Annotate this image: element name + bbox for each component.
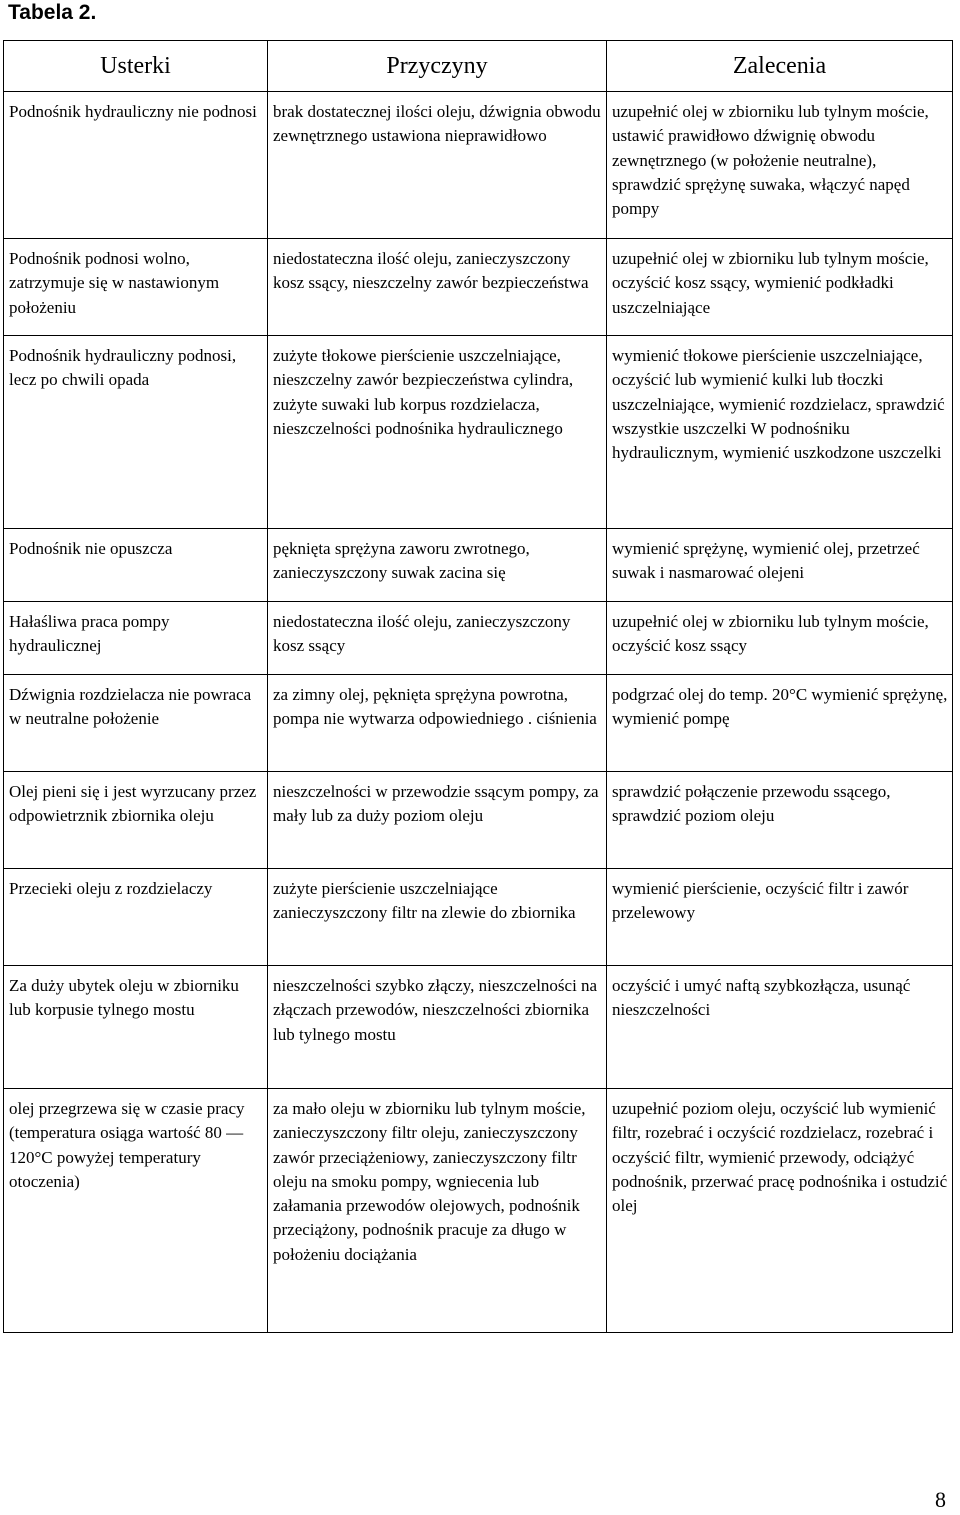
defect-cell: Podnośnik hydrauliczny podnosi, lecz po chwili opada: [4, 336, 268, 529]
defect-cell: Hałaśliwa praca pompy hydraulicznej: [4, 602, 268, 675]
table-row: [4, 772, 953, 869]
recommendation-cell: uzupełnić olej w zbiorniku lub tylnym moście, oczyścić kosz ssący: [607, 602, 953, 675]
header-recommendations: Zalecenia: [607, 41, 953, 92]
defect-cell: Olej pieni się i jest wyrzucany przez odpowietrznik zbiornika oleju: [4, 772, 268, 869]
recommendation-cell: podgrzać olej do temp. 20°C wymienić sprężynę, wymienić pompę: [607, 675, 953, 772]
header-causes: Przyczyny: [268, 41, 607, 92]
defect-cell: olej przegrzewa się w czasie pracy (temperatura osiąga wartość 80 — 120°C powyżej temperatury otoczenia): [4, 1089, 268, 1333]
recommendation-cell: wymienić pierścienie, oczyścić filtr i zawór przelewowy: [607, 869, 953, 966]
defect-cell: Przecieki oleju z rozdzielaczy: [4, 869, 268, 966]
cause-cell: nieszczelności w przewodzie ssącym pompy, za mały lub za duży poziom oleju: [268, 772, 607, 869]
table-row: [4, 92, 953, 239]
defect-cell: Za duży ubytek oleju w zbiorniku lub korpusie tylnego mostu: [4, 966, 268, 1089]
recommendation-cell: uzupełnić poziom oleju, oczyścić lub wymienić filtr, rozebrać i oczyścić rozdzielacz, rozebrać i oczyścić filtr, wymienić przewody, odciążyć podnośnik, przerwać pracę podnośnika i ostudzić olej: [607, 1089, 953, 1333]
defect-cell: Podnośnik nie opuszcza: [4, 529, 268, 602]
defect-cell: Podnośnik podnosi wolno, zatrzymuje się w nastawionym położeniu: [4, 239, 268, 336]
table-row: [4, 602, 953, 675]
cause-cell: za mało oleju w zbiorniku lub tylnym moście, zanieczyszczony filtr oleju, zanieczyszczony zawór przeciążeniowy, zanieczyszczony filtr oleju na smoku pompy, wgniecenia lub załamania przewodów olejowych, podnośnik przeciążony, podnośnik pracuje za długo w położeniu dociążania: [268, 1089, 607, 1333]
table-row: [4, 966, 953, 1089]
recommendation-cell: wymienić sprężynę, wymienić olej, przetrzeć suwak i nasmarować olejeni: [607, 529, 953, 602]
troubleshooting-table: [3, 40, 953, 1333]
recommendation-cell: sprawdzić połączenie przewodu ssącego, sprawdzić poziom oleju: [607, 772, 953, 869]
defect-cell: Podnośnik hydrauliczny nie podnosi: [4, 92, 268, 239]
table-row: [4, 336, 953, 529]
header-defects: Usterki: [4, 41, 268, 92]
table-row: [4, 869, 953, 966]
cause-cell: za zimny olej, pęknięta sprężyna powrotna, pompa nie wytwarza odpowiedniego . ciśnienia: [268, 675, 607, 772]
recommendation-cell: oczyścić i umyć naftą szybkozłącza, usunąć nieszczelności: [607, 966, 953, 1089]
cause-cell: zużyte pierścienie uszczelniające zanieczyszczony filtr na zlewie do zbiornika: [268, 869, 607, 966]
cause-cell: pęknięta sprężyna zaworu zwrotnego, zanieczyszczony suwak zacina się: [268, 529, 607, 602]
cause-cell: nieszczelności szybko złączy, nieszczelności na złączach przewodów, nieszczelności zbiornika lub tylnego mostu: [268, 966, 607, 1089]
table-row: [4, 239, 953, 336]
cause-cell: niedostateczna ilość oleju, zanieczyszczony kosz ssący: [268, 602, 607, 675]
recommendation-cell: uzupełnić olej w zbiorniku lub tylnym moście, oczyścić kosz ssący, wymienić podkładki uszczelniające: [607, 239, 953, 336]
table-row: [4, 675, 953, 772]
cause-cell: zużyte tłokowe pierścienie uszczelniające, nieszczelny zawór bezpieczeństwa cylindra, zużyte suwaki lub korpus rozdzielacza, nieszczelności podnośnika hydraulicznego: [268, 336, 607, 529]
cause-cell: niedostateczna ilość oleju, zanieczyszczony kosz ssący, nieszczelny zawór bezpieczeństwa: [268, 239, 607, 336]
recommendation-cell: uzupełnić olej w zbiorniku lub tylnym moście, ustawić prawidłowo dźwignię obwodu zewnętrznego (w położenie neutralne), sprawdzić sprężynę suwaka, włączyć napęd pompy: [607, 92, 953, 239]
table-caption: Tabela 2.: [8, 1, 97, 24]
table-row: [4, 1089, 953, 1333]
page-number: 8: [935, 1487, 946, 1512]
cause-cell: brak dostatecznej ilości oleju, dźwignia obwodu zewnętrznego ustawiona nieprawidłowo: [268, 92, 607, 239]
header-row: [4, 41, 953, 92]
table-row: [4, 529, 953, 602]
recommendation-cell: wymienić tłokowe pierścienie uszczelniające, oczyścić lub wymienić kulki lub tłoczki uszczelniające, wymienić rozdzielacz, sprawdzić wszystkie uszczelki W podnośniku hydraulicznym, wymienić uszkodzone uszczelki: [607, 336, 953, 529]
defect-cell: Dźwignia rozdzielacza nie powraca w neutralne położenie: [4, 675, 268, 772]
